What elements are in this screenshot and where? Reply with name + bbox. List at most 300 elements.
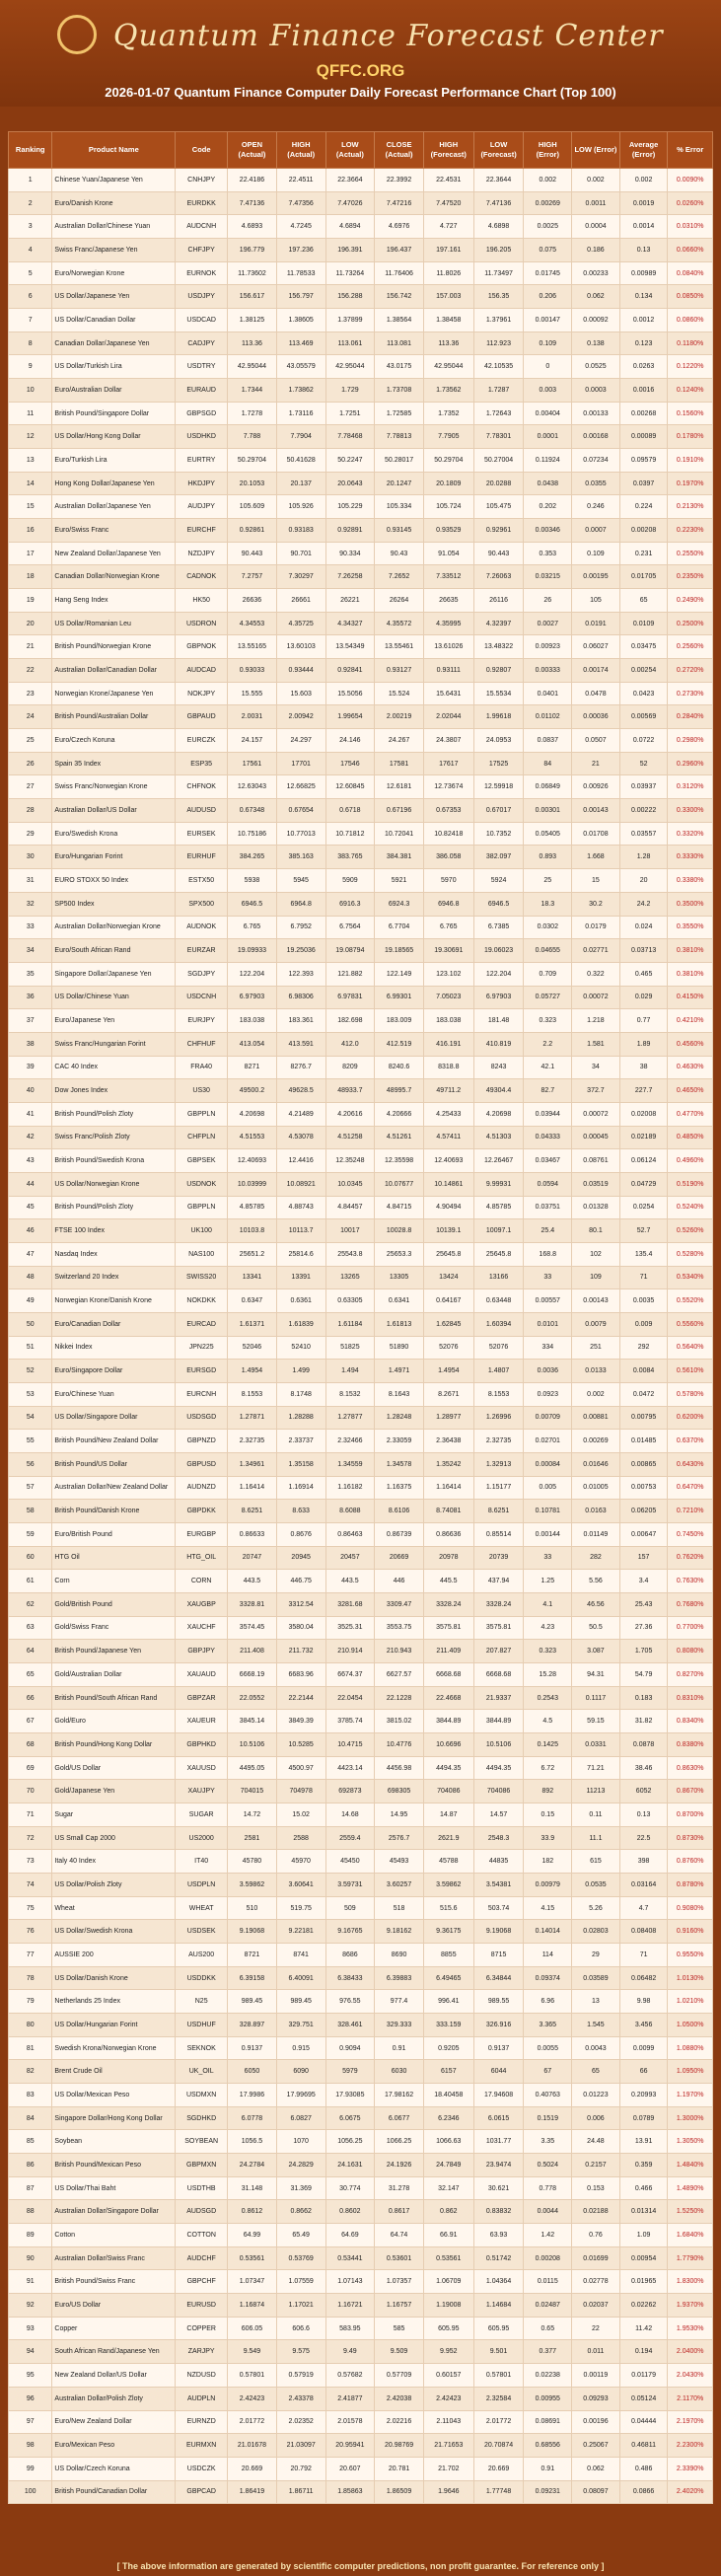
table-cell: 20.98769 — [375, 2434, 424, 2458]
table-cell: SEKNOK — [176, 2036, 228, 2060]
table-cell: Euro/Hungarian Forint — [52, 846, 176, 869]
table-cell: 0.93127 — [375, 659, 424, 683]
table-cell: 0.03713 — [619, 939, 668, 963]
table-cell: 8.6251 — [228, 1500, 277, 1523]
table-cell: 1.19008 — [423, 2294, 473, 2318]
table-cell: 1.77748 — [473, 2480, 524, 2504]
table-cell: 15 — [572, 869, 620, 893]
table-cell: 50.41628 — [276, 449, 325, 473]
table-cell: British Pound/Swiss Franc — [52, 2270, 176, 2294]
table-cell: 6.38433 — [325, 1966, 375, 1990]
table-cell: 606.05 — [228, 2317, 277, 2340]
table-cell: 0.06027 — [572, 635, 620, 659]
table-cell: 25814.6 — [276, 1242, 325, 1266]
table-cell: 43.0175 — [375, 355, 424, 379]
table-cell: 4.6893 — [228, 215, 277, 239]
table-cell: 1.61813 — [375, 1312, 424, 1336]
table-cell: 10.5106 — [473, 1733, 524, 1757]
table-cell: New Zealand Dollar/US Dollar — [52, 2364, 176, 2388]
table-row — [9, 962, 713, 986]
table-cell: 0.0355 — [572, 472, 620, 495]
table-row — [9, 2434, 713, 2458]
table-cell: 1.16874 — [228, 2294, 277, 2318]
table-cell: 24.3807 — [423, 729, 473, 753]
table-cell: 7.47026 — [325, 191, 375, 215]
table-cell: 0.3320% — [668, 822, 713, 846]
table-cell: 416.191 — [423, 1032, 473, 1056]
table-cell: 0.0263 — [619, 355, 668, 379]
table-cell: 0.65 — [524, 2317, 572, 2340]
table-cell: 52.7 — [619, 1219, 668, 1243]
table-cell: 2.4020% — [668, 2480, 713, 2504]
table-cell: 0.0133 — [572, 1360, 620, 1383]
table-row — [9, 2200, 713, 2224]
table-cell: 9.18162 — [375, 1920, 424, 1944]
table-cell: 4494.35 — [423, 1756, 473, 1780]
table-row — [9, 261, 713, 285]
table-cell: 10.71812 — [325, 822, 375, 846]
table-cell: 19.09933 — [228, 939, 277, 963]
table-cell: 334 — [524, 1336, 572, 1360]
table-cell: 0.0310% — [668, 215, 713, 239]
table-cell: 54.79 — [619, 1663, 668, 1687]
table-cell: 19.30691 — [423, 939, 473, 963]
table-cell: 0.0478 — [572, 682, 620, 705]
table-cell: 67 — [524, 2060, 572, 2084]
table-cell: 2621.9 — [423, 1826, 473, 1850]
table-cell: 82.7 — [524, 1079, 572, 1103]
table-cell: 24.48 — [572, 2130, 620, 2154]
table-cell: 0.0007 — [572, 519, 620, 543]
table-cell: 53 — [9, 1382, 52, 1406]
table-cell: 11.73497 — [473, 261, 524, 285]
table-cell: US Dollar/Thai Baht — [52, 2176, 176, 2200]
table-cell: 21.01678 — [228, 2434, 277, 2458]
table-cell: 0.02037 — [572, 2294, 620, 2318]
table-cell: 4.1 — [524, 1592, 572, 1616]
table-cell: 0.6370% — [668, 1430, 713, 1453]
table-cell: 0.00795 — [619, 1406, 668, 1430]
table-cell: 23.9474 — [473, 2154, 524, 2177]
table-cell: 87 — [9, 2176, 52, 2200]
table-cell: Australian Dollar/Norwegian Krone — [52, 916, 176, 939]
table-cell: 0.353 — [524, 542, 572, 565]
table-cell: 1.14684 — [473, 2294, 524, 2318]
table-cell: 42.10535 — [473, 355, 524, 379]
table-cell: 892 — [524, 1780, 572, 1803]
table-cell: 0.00143 — [572, 1289, 620, 1313]
table-row — [9, 2410, 713, 2434]
table-cell: 182 — [524, 1850, 572, 1874]
table-cell: 50.5 — [572, 1616, 620, 1640]
table-cell: 0.00072 — [572, 986, 620, 1009]
table-cell: ZARJPY — [176, 2340, 228, 2364]
table-cell: 105.334 — [375, 495, 424, 519]
table-cell: 0.5340% — [668, 1266, 713, 1289]
table-cell: 3.60641 — [276, 1874, 325, 1897]
table-cell: 6090 — [276, 2060, 325, 2084]
table-cell: 0.8676 — [276, 1522, 325, 1546]
table-cell: EURMXN — [176, 2434, 228, 2458]
table-cell: 0.00254 — [619, 659, 668, 683]
table-cell: EURZAR — [176, 939, 228, 963]
table-cell: 1.729 — [325, 379, 375, 403]
table-cell: ESP35 — [176, 752, 228, 775]
table-cell: 4.84457 — [325, 1196, 375, 1219]
table-cell: GBPSGD — [176, 402, 228, 425]
table-cell: 0.13 — [619, 239, 668, 262]
table-cell: 11.78533 — [276, 261, 325, 285]
table-cell: 6916.3 — [325, 892, 375, 916]
table-cell: 17546 — [325, 752, 375, 775]
table-cell: US Dollar/Hungarian Forint — [52, 2014, 176, 2037]
table-cell: 61 — [9, 1570, 52, 1593]
table-cell: 0.02189 — [619, 1126, 668, 1149]
table-cell: 122.149 — [375, 962, 424, 986]
table-row — [9, 659, 713, 683]
table-cell: AUDJPY — [176, 495, 228, 519]
table-cell: CORN — [176, 1570, 228, 1593]
table-cell: 0.5520% — [668, 1289, 713, 1313]
table-cell: EURCNH — [176, 1382, 228, 1406]
table-cell: 26116 — [473, 589, 524, 613]
table-cell: 4.34327 — [325, 612, 375, 635]
table-cell: 4.85785 — [228, 1196, 277, 1219]
table-cell: 29 — [9, 822, 52, 846]
table-cell: USDSGD — [176, 1406, 228, 1430]
table-cell: 0.13 — [619, 1803, 668, 1827]
table-cell: 1.85863 — [325, 2480, 375, 2504]
table-cell: SUGAR — [176, 1803, 228, 1827]
table-cell: Euro/Singapore Dollar — [52, 1360, 176, 1383]
table-cell: Canadian Dollar/Norwegian Krone — [52, 565, 176, 589]
table-cell: 4.5 — [524, 1710, 572, 1733]
table-cell: 90.443 — [228, 542, 277, 565]
table-cell: 227.7 — [619, 1079, 668, 1103]
table-cell: 20.137 — [276, 472, 325, 495]
table-cell: 0.00168 — [572, 425, 620, 449]
table-cell: 328.461 — [325, 2014, 375, 2037]
table-cell: 6946.8 — [423, 892, 473, 916]
table-cell: 12.35248 — [325, 1149, 375, 1173]
table-cell: 0.3120% — [668, 775, 713, 799]
table-cell: 704086 — [423, 1780, 473, 1803]
table-cell: 3845.14 — [228, 1710, 277, 1733]
brand-text: Quantum Finance Forecast Center — [112, 19, 664, 53]
table-cell: 19 — [9, 589, 52, 613]
table-cell: 0.0840% — [668, 261, 713, 285]
table-cell: 15.28 — [524, 1663, 572, 1687]
table-cell: XAUCHF — [176, 1616, 228, 1640]
table-cell: 1.99618 — [473, 705, 524, 729]
table-cell: 52 — [619, 752, 668, 775]
table-cell: 0.3550% — [668, 916, 713, 939]
table-cell: 7.78468 — [325, 425, 375, 449]
table-cell: 22.2144 — [276, 1686, 325, 1710]
table-cell: 0.0055 — [524, 2036, 572, 2060]
table-cell: 13.91 — [619, 2130, 668, 2154]
table-cell: 1.28 — [619, 846, 668, 869]
table-cell: 6627.57 — [375, 1663, 424, 1687]
table-cell: 0.57682 — [325, 2364, 375, 2388]
table-cell: 1.25 — [524, 1570, 572, 1593]
table-cell: 74 — [9, 1874, 52, 1897]
table-cell: WHEAT — [176, 1896, 228, 1920]
table-cell: 1.16914 — [276, 1476, 325, 1500]
table-cell: 17.93085 — [325, 2084, 375, 2107]
table-row — [9, 1686, 713, 1710]
table-cell: 2.2300% — [668, 2434, 713, 2458]
table-cell: 6157 — [423, 2060, 473, 2084]
table-cell: 2.1970% — [668, 2410, 713, 2434]
table-cell: 0.3380% — [668, 869, 713, 893]
table-cell: 0.2720% — [668, 659, 713, 683]
table-cell: 0.709 — [524, 962, 572, 986]
table-cell: 12.66825 — [276, 775, 325, 799]
table-cell: 34 — [572, 1056, 620, 1079]
table-cell: 64.74 — [375, 2224, 424, 2247]
table-cell: 1.6840% — [668, 2224, 713, 2247]
table-cell: 0.93033 — [228, 659, 277, 683]
table-row — [9, 1990, 713, 2014]
table-cell: 105.926 — [276, 495, 325, 519]
table-cell: 9.19068 — [228, 1920, 277, 1944]
table-cell: 19.08794 — [325, 939, 375, 963]
table-cell: 5979 — [325, 2060, 375, 2084]
table-cell: 996.41 — [423, 1990, 473, 2014]
table-cell: 26661 — [276, 589, 325, 613]
table-cell: 6668.68 — [473, 1663, 524, 1687]
table-cell: 0.1910% — [668, 449, 713, 473]
table-cell: 1.37899 — [325, 309, 375, 332]
table-cell: 3.59862 — [423, 1874, 473, 1897]
table-cell: 0.14014 — [524, 1920, 572, 1944]
table-cell: 329.751 — [276, 2014, 325, 2037]
table-cell: 7.05023 — [423, 986, 473, 1009]
table-row — [9, 1102, 713, 1126]
table-cell: 42.95044 — [228, 355, 277, 379]
table-cell: 0.3500% — [668, 892, 713, 916]
table-cell: 14.87 — [423, 1803, 473, 1827]
table-cell: 71 — [619, 1944, 668, 1967]
table-cell: 52410 — [276, 1336, 325, 1360]
table-cell: 13391 — [276, 1266, 325, 1289]
table-cell: 8.1532 — [325, 1382, 375, 1406]
table-cell: 210.914 — [325, 1640, 375, 1663]
table-cell: 33 — [9, 916, 52, 939]
table-cell: 0.0660% — [668, 239, 713, 262]
table-cell: 10.0345 — [325, 1172, 375, 1196]
table-cell: 0.92841 — [325, 659, 375, 683]
disclaimer-footer: [ The above information are generated by scientific computer predictions, non profit guarantee. For reference only ] — [0, 2556, 721, 2576]
table-cell: British Pound/Swedish Krona — [52, 1149, 176, 1173]
table-cell: XAUJPY — [176, 1780, 228, 1803]
table-row — [9, 1850, 713, 1874]
table-row — [9, 1570, 713, 1593]
table-row — [9, 1592, 713, 1616]
table-cell: 168.8 — [524, 1242, 572, 1266]
table-cell: 3815.02 — [375, 1710, 424, 1733]
table-cell: 0.8612 — [228, 2200, 277, 2224]
table-cell: Norwegian Krone/Danish Krone — [52, 1289, 176, 1313]
table-cell: EURJPY — [176, 1009, 228, 1033]
table-cell: 1.0500% — [668, 2014, 713, 2037]
table-cell: 6.98306 — [276, 986, 325, 1009]
table-cell: 24.1631 — [325, 2154, 375, 2177]
table-cell: 0.0535 — [572, 1874, 620, 1897]
table-cell: US Dollar/Norwegian Krone — [52, 1172, 176, 1196]
table-cell: 0.03467 — [524, 1149, 572, 1173]
table-cell: HKDJPY — [176, 472, 228, 495]
table-cell: 989.55 — [473, 1990, 524, 2014]
table-cell: 0.06124 — [619, 1149, 668, 1173]
table-cell: 22.4531 — [423, 169, 473, 192]
table-cell: 13 — [572, 1990, 620, 2014]
table-cell: 4.35572 — [375, 612, 424, 635]
table-cell: GBPAUD — [176, 705, 228, 729]
table-cell: Euro/Australian Dollar — [52, 379, 176, 403]
table-cell: 0.6470% — [668, 1476, 713, 1500]
table-cell: 0.92861 — [228, 519, 277, 543]
table-cell: 59.15 — [572, 1710, 620, 1733]
table-cell: 20669 — [375, 1546, 424, 1570]
column-header: OPEN (Actual) — [228, 132, 277, 169]
table-cell: 22.4186 — [228, 169, 277, 192]
table-cell: 0.01179 — [619, 2364, 668, 2388]
table-cell: 9.952 — [423, 2340, 473, 2364]
table-cell: 157 — [619, 1546, 668, 1570]
table-cell: 50.2247 — [325, 449, 375, 473]
table-cell: 4.34553 — [228, 612, 277, 635]
table-cell: 20.669 — [473, 2457, 524, 2480]
table-cell: 0.0109 — [619, 612, 668, 635]
table-cell: 0.8670% — [668, 1780, 713, 1803]
table-cell: 0.8760% — [668, 1850, 713, 1874]
table-cell: USDMXN — [176, 2084, 228, 2107]
table-cell: Singapore Dollar/Japanese Yen — [52, 962, 176, 986]
page-header — [0, 0, 721, 107]
table-cell: 1.499 — [276, 1360, 325, 1383]
table-cell: South African Rand/Japanese Yen — [52, 2340, 176, 2364]
table-cell: 1.3000% — [668, 2106, 713, 2130]
table-cell: EURGBP — [176, 1522, 228, 1546]
table-cell: 17 — [9, 542, 52, 565]
table-row — [9, 1219, 713, 1243]
table-cell: 17.9986 — [228, 2084, 277, 2107]
table-cell: 31.148 — [228, 2176, 277, 2200]
table-cell: 50.29704 — [423, 449, 473, 473]
table-cell: 0.04655 — [524, 939, 572, 963]
table-body — [9, 169, 713, 2504]
table-cell: 1.86509 — [375, 2480, 424, 2504]
table-cell: 37 — [9, 1009, 52, 1033]
table-cell: AUDUSD — [176, 799, 228, 823]
table-cell: 1031.77 — [473, 2130, 524, 2154]
table-cell: 48 — [9, 1266, 52, 1289]
table-cell: 44835 — [473, 1850, 524, 1874]
table-cell: Switzerland 20 Index — [52, 1266, 176, 1289]
table-row — [9, 1546, 713, 1570]
table-cell: 90.443 — [473, 542, 524, 565]
table-row — [9, 1336, 713, 1360]
table-cell: 1.4840% — [668, 2154, 713, 2177]
table-cell: 2.0430% — [668, 2364, 713, 2388]
table-cell: 0.377 — [524, 2340, 572, 2364]
table-cell: 12.73674 — [423, 775, 473, 799]
table-cell: 8318.8 — [423, 1056, 473, 1079]
table-cell: 0.2500% — [668, 612, 713, 635]
table-cell: 0.4560% — [668, 1032, 713, 1056]
table-cell: 606.6 — [276, 2317, 325, 2340]
table-cell: 2588 — [276, 1826, 325, 1850]
table-cell: 24.0953 — [473, 729, 524, 753]
table-cell: 2 — [9, 191, 52, 215]
table-cell: 4.51553 — [228, 1126, 277, 1149]
table-cell: 97 — [9, 2410, 52, 2434]
table-cell: 211.732 — [276, 1640, 325, 1663]
table-cell: 24 — [9, 705, 52, 729]
table-cell: 5909 — [325, 869, 375, 893]
table-cell: 0.03475 — [619, 635, 668, 659]
table-row — [9, 2387, 713, 2410]
table-cell: 3.456 — [619, 2014, 668, 2037]
table-cell: US Dollar/Canadian Dollar — [52, 309, 176, 332]
table-cell: 1.16375 — [375, 1476, 424, 1500]
table-cell: 7.26258 — [325, 565, 375, 589]
table-cell: 0.53769 — [276, 2246, 325, 2270]
table-cell: 50.29704 — [228, 449, 277, 473]
table-cell: 1.7344 — [228, 379, 277, 403]
table-row — [9, 2246, 713, 2270]
table-cell: 99 — [9, 2457, 52, 2480]
table-cell: USDTHB — [176, 2176, 228, 2200]
table-cell: 0.8662 — [276, 2200, 325, 2224]
table-row — [9, 1289, 713, 1313]
table-cell: 0.4630% — [668, 1056, 713, 1079]
table-cell: 0.00881 — [572, 1406, 620, 1430]
table-row — [9, 2014, 713, 2037]
table-cell: 52 — [9, 1360, 52, 1383]
table-cell: 6.765 — [228, 916, 277, 939]
table-cell: 326.916 — [473, 2014, 524, 2037]
table-cell: SGDJPY — [176, 962, 228, 986]
table-cell: 0.09231 — [524, 2480, 572, 2504]
table-cell: 1.72585 — [375, 402, 424, 425]
table-cell: 0.8270% — [668, 1663, 713, 1687]
table-cell: 0.92891 — [325, 519, 375, 543]
table-cell: 52076 — [423, 1336, 473, 1360]
table-cell: 45780 — [228, 1850, 277, 1874]
table-cell: 122.393 — [276, 962, 325, 986]
table-cell: 25653.3 — [375, 1242, 424, 1266]
table-cell: 2.02216 — [375, 2410, 424, 2434]
brand-logo-icon — [57, 15, 97, 54]
table-cell: 1.28288 — [276, 1406, 325, 1430]
table-cell: 4500.97 — [276, 1756, 325, 1780]
table-cell: NZDUSD — [176, 2364, 228, 2388]
table-cell: 0.46811 — [619, 2434, 668, 2458]
table-cell: 10.72041 — [375, 822, 424, 846]
table-cell: 8 — [9, 331, 52, 355]
table-cell: 0.00346 — [524, 519, 572, 543]
table-cell: 0.3330% — [668, 846, 713, 869]
table-cell: 20.792 — [276, 2457, 325, 2480]
table-row — [9, 495, 713, 519]
table-cell: 58 — [9, 1500, 52, 1523]
table-cell: 1.0880% — [668, 2036, 713, 2060]
table-row — [9, 355, 713, 379]
table-cell: 0.01708 — [572, 822, 620, 846]
